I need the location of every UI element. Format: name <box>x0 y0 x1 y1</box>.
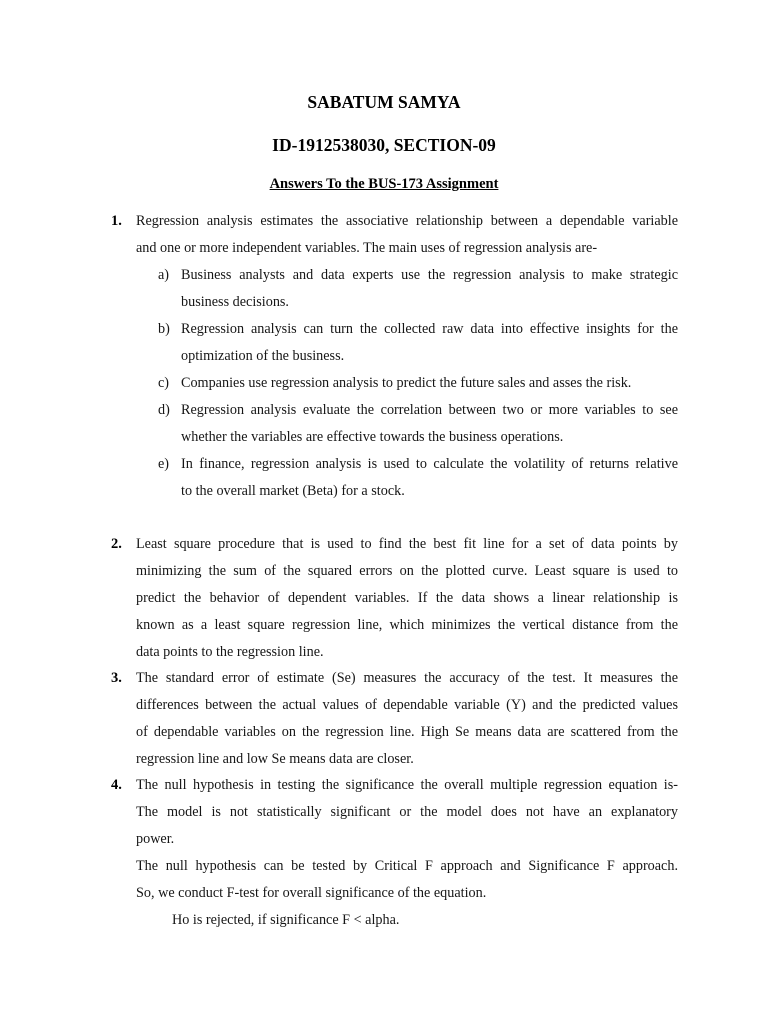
answer-1-item-c-letter: c) <box>158 375 170 391</box>
answer-3-line: of dependable variables on the regression line. High Se means data are scattered from the <box>136 724 678 740</box>
answer-1-item-b-letter: b) <box>158 321 170 337</box>
answer-4-line: The null hypothesis can be tested by Critical F approach and Significance F approach. <box>136 858 678 874</box>
answer-1-item-e-line: In finance, regression analysis is used to calculate the volatility of returns relative <box>181 456 678 472</box>
answer-1-line: Regression analysis estimates the associative relationship between a dependable variable <box>136 213 678 229</box>
answer-1-item-d-letter: d) <box>158 402 170 418</box>
answer-2-line: data points to the regression line. <box>136 644 324 660</box>
answer-4-line: The null hypothesis in testing the significance the overall multiple regression equation is- <box>136 777 678 793</box>
answer-3-line: regression line and low Se means data are closer. <box>136 751 414 767</box>
answer-4-line: So, we conduct F-test for overall significance of the equation. <box>136 885 487 901</box>
answer-1-item-a-line: Business analysts and data experts use the regression analysis to make strategic <box>181 267 678 283</box>
answer-3-line: differences between the actual values of dependable variable (Y) and the predicted values <box>136 697 678 713</box>
answer-4-number: 4. <box>111 777 122 793</box>
answer-1-item-c-line: Companies use regression analysis to predict the future sales and asses the risk. <box>181 375 632 391</box>
answer-3-line: The standard error of estimate (Se) measures the accuracy of the test. It measures the <box>136 670 678 686</box>
answer-1-item-d-line: Regression analysis evaluate the correlation between two or more variables to see <box>181 402 678 418</box>
answer-1-item-b-line: Regression analysis can turn the collected raw data into effective insights for the <box>181 321 678 337</box>
answer-2-line: predict the behavior of dependent variables. If the data shows a linear relationship is <box>136 590 678 606</box>
answer-3-number: 3. <box>111 670 122 686</box>
id-section: ID-1912538030, SECTION-09 <box>272 135 496 155</box>
answer-1-item-b-line: optimization of the business. <box>181 348 345 364</box>
author-name: SABATUM SAMYA <box>307 92 461 112</box>
assignment-heading: Answers To the BUS-173 Assignment <box>269 176 499 192</box>
answer-2-line: known as a least square regression line, which minimizes the vertical distance from the <box>136 617 678 633</box>
answer-4-line: power. <box>136 831 175 847</box>
answer-4-indented-line: Ho is rejected, if significance F < alpha. <box>172 912 400 928</box>
answer-4-line: The model is not statistically significant or the model does not have an explanatory <box>136 804 678 820</box>
answer-1-item-a-letter: a) <box>158 267 170 283</box>
answer-1-item-e-letter: e) <box>158 456 170 472</box>
answer-1-item-e-line: to the overall market (Beta) for a stock. <box>181 483 405 499</box>
answer-2-line: minimizing the sum of the squared errors on the plotted curve. Least square is used to <box>136 563 678 579</box>
answer-2-line: Least square procedure that is used to find the best fit line for a set of data points by <box>136 536 678 552</box>
answer-1-number: 1. <box>111 213 122 229</box>
answer-1-item-d-line: whether the variables are effective towards the business operations. <box>181 429 564 445</box>
answer-1-line: and one or more independent variables. The main uses of regression analysis are- <box>136 240 598 256</box>
answer-1-item-a-line: business decisions. <box>181 294 289 310</box>
answer-2-number: 2. <box>111 536 122 552</box>
